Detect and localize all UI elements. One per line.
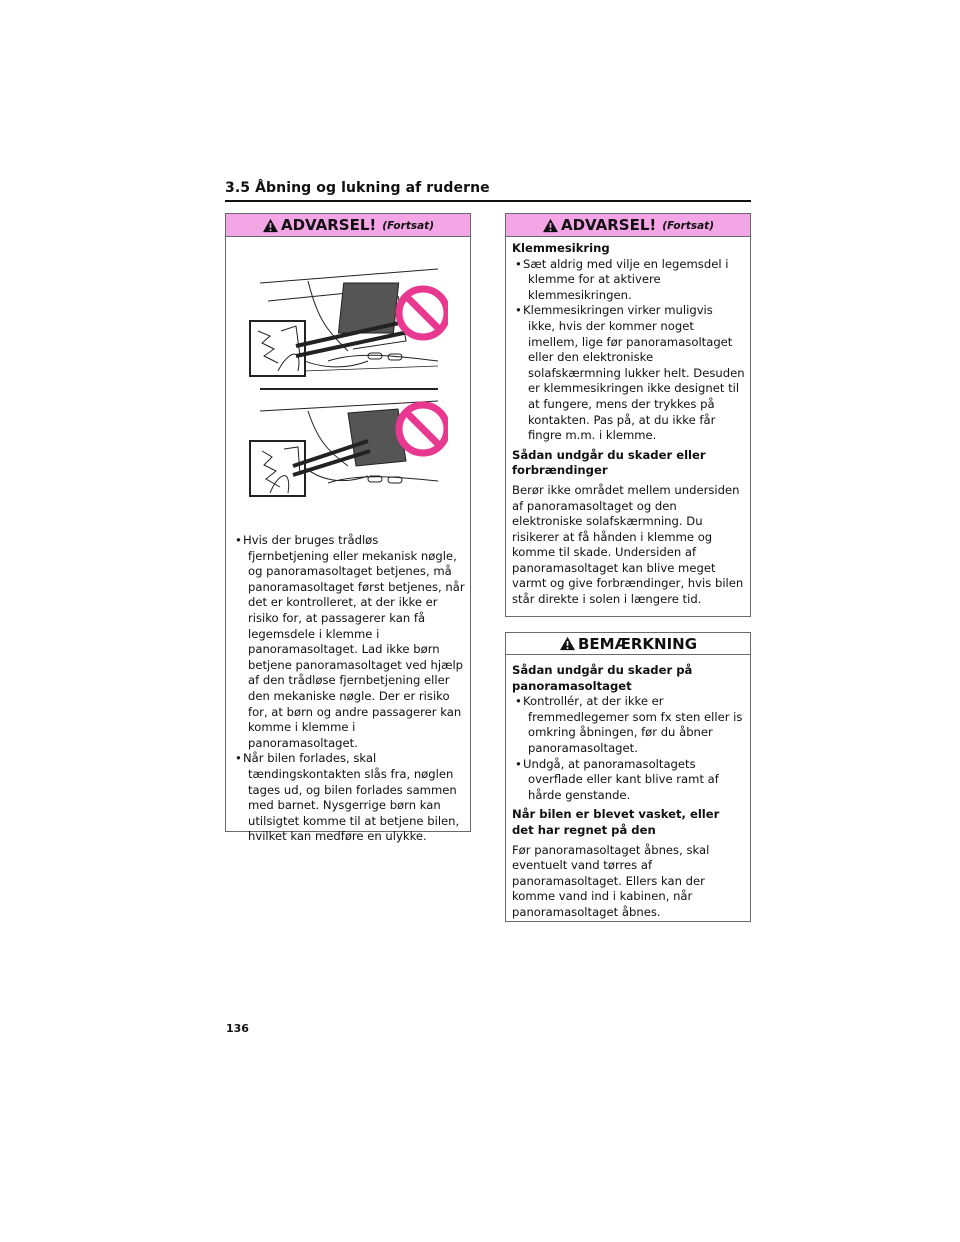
list-item: • Klemmesikringen virker muligvis ikke, hvis der kommer noget imellem, lige før panoramasoltaget eller den elektroniske solafskærmning lukker helt. Desuden er klemmesikringen ikke designet til at fungere, mens der trykkes på kontakten. Pas på, at du ikke får fingre m.m. i klemme. [515, 303, 745, 443]
sunroof-illustration [248, 261, 448, 501]
warning-title-bar [226, 214, 470, 237]
notice-box [505, 632, 751, 922]
continued-label: (Fortsat) [662, 220, 714, 232]
page-number: 136 [226, 1022, 249, 1035]
paragraph: Før panoramasoltaget åbnes, skal eventuelt vand tørres af panoramasoltaget. Ellers kan der komme vand ind i kabinen, når panoramasoltaget åbnes. [512, 842, 710, 919]
warning-triangle-icon [262, 218, 279, 233]
list-item: • Undgå, at panoramasoltagets overflade eller kant blive ramt af hårde genstande. [515, 756, 719, 802]
subheading: Sådan undgår du skader eller forbrændinger [512, 447, 706, 478]
subheading: Sådan undgår du skader på panoramasoltaget [512, 663, 693, 693]
list-item: • Hvis der bruges trådløs fjernbetjening eller mekanisk nøgle, og panoramasoltaget betjenes, må panoramasoltaget først betjenes, når det er kontrolleret, at der ikke er risiko for, at passagerer kan få legemsdele i klemme i panoramasoltaget. Lad ikke børn betjene panoramasoltaget ved hjælp af den trådløse fjernbetjening eller den mekaniske nøgle. Der er risiko for, at børn og andre passagerer kan komme i klemme i panoramasoltaget. [235, 533, 465, 750]
section-header [225, 180, 751, 202]
paragraph: Berør ikke området mellem undersiden af panoramasoltaget og den elektroniske solafskærmning. Du risikerer at få hånden i klemme og komme til skade. Undersiden af panoramasoltaget kan blive meget varmt og give forbrændinger, hvis bilen står direkte i solen i længere tid. [512, 482, 744, 607]
notice-title-bar [506, 633, 750, 655]
header-rule [225, 200, 751, 202]
warning-title-bar [506, 214, 750, 237]
warning-triangle-icon [542, 218, 559, 233]
warning-box-left [225, 213, 471, 844]
warning-label: ADVARSEL! [561, 216, 657, 234]
list-item: • Kontrollér, at der ikke er fremmedlegemer som fx sten eller is omkring åbningen, før du åbner panoramasoltaget. [515, 694, 743, 755]
list-item: • Sæt aldrig med vilje en legemsdel i klemme for at aktivere klemmesikringen. [515, 256, 729, 302]
sunroof-pinch-drawing [248, 261, 448, 501]
list-item: • Når bilen forlades, skal tændingskontakten slås fra, nøglen tages ud, og bilen forlades sammen med barnet. Nysgerrige børn kan utilsigtet komme til at betjene bilen, hvilket kan medføre en ulykke. [235, 751, 460, 844]
subheading: Når bilen er blevet vasket, eller det har regnet på den [512, 807, 720, 837]
warning-label: ADVARSEL! [281, 216, 377, 234]
warning-triangle-icon [559, 636, 576, 651]
subheading: Klemmesikring [512, 241, 610, 255]
section-title: 3.5 Åbning og lukning af ruderne [225, 180, 490, 196]
warning-right-text [506, 237, 750, 608]
warning-box-right [505, 213, 751, 617]
notice-text [506, 655, 750, 921]
continued-label: (Fortsat) [382, 220, 434, 232]
warning-left-text [226, 529, 470, 845]
notice-label: BEMÆRKNING [577, 634, 698, 653]
